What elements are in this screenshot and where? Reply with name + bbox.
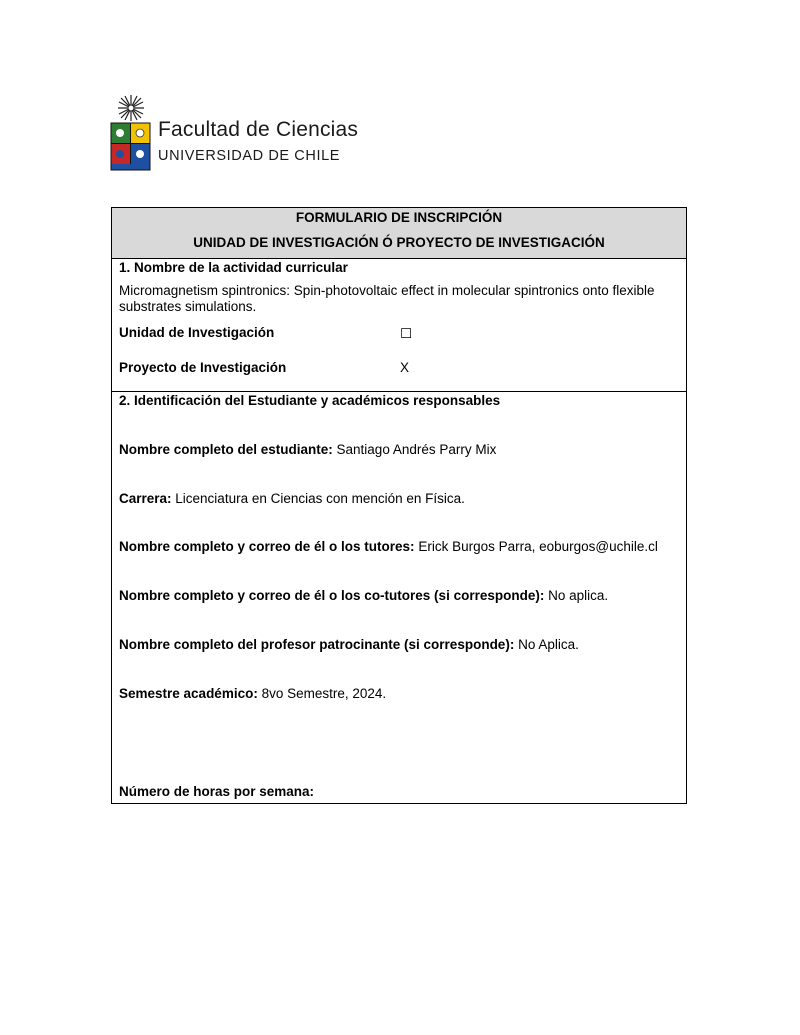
horas-label: Número de horas por semana: [119, 784, 315, 799]
cotutores-row [119, 588, 608, 604]
section2-heading: 2. Identificación del Estudiante y académicos responsables [119, 393, 501, 408]
patrocinante-value: No Aplica. [514, 637, 579, 652]
cotutores-value: No aplica. [544, 588, 609, 603]
activity-description: Micromagnetism spintronics: Spin-photovoltaic effect in molecular spintronics onto flexible substrates simulations. [119, 283, 655, 314]
student-row [119, 442, 496, 458]
university-name: UNIVERSIDAD DE CHILE [158, 148, 341, 164]
section-identification [112, 392, 686, 803]
carrera-row [119, 491, 465, 507]
university-crest-icon [110, 93, 156, 173]
carrera-label: Carrera: [119, 491, 172, 506]
carrera-value: Licenciatura en Ciencias con mención en Física. [171, 491, 465, 506]
student-label: Nombre completo del estudiante: [119, 442, 333, 457]
patrocinante-row [119, 637, 579, 653]
patrocinante-label: Nombre completo del profesor patrocinante (si corresponde): [119, 637, 515, 652]
semestre-label: Semestre académico: [119, 686, 258, 701]
faculty-logo [110, 93, 359, 173]
form-title: FORMULARIO DE INSCRIPCIÓN [295, 210, 503, 225]
registration-form [111, 207, 687, 804]
semestre-row [119, 686, 386, 702]
tutores-value: Erick Burgos Parra, eoburgos@uchile.cl [414, 539, 658, 554]
form-header [112, 208, 686, 259]
proyecto-checkbox[interactable]: X [400, 360, 410, 375]
tutores-row [119, 539, 658, 555]
tutores-label: Nombre completo y correo de él o los tutores: [119, 539, 415, 554]
unidad-label: Unidad de Investigación [119, 325, 275, 340]
semestre-value: 8vo Semestre, 2024. [257, 686, 387, 701]
section-activity [112, 258, 686, 392]
form-subtitle: UNIDAD DE INVESTIGACIÓN Ó PROYECTO DE INVESTIGACIÓN [193, 235, 605, 250]
section1-heading: 1. Nombre de la actividad curricular [119, 260, 348, 275]
unidad-checkbox[interactable]: ☐ [400, 326, 413, 341]
cotutores-label: Nombre completo y correo de él o los co-tutores (si corresponde): [119, 588, 545, 603]
faculty-name: Facultad de Ciencias [158, 118, 359, 141]
student-value: Santiago Andrés Parry Mix [332, 442, 497, 457]
proyecto-label: Proyecto de Investigación [119, 360, 287, 375]
